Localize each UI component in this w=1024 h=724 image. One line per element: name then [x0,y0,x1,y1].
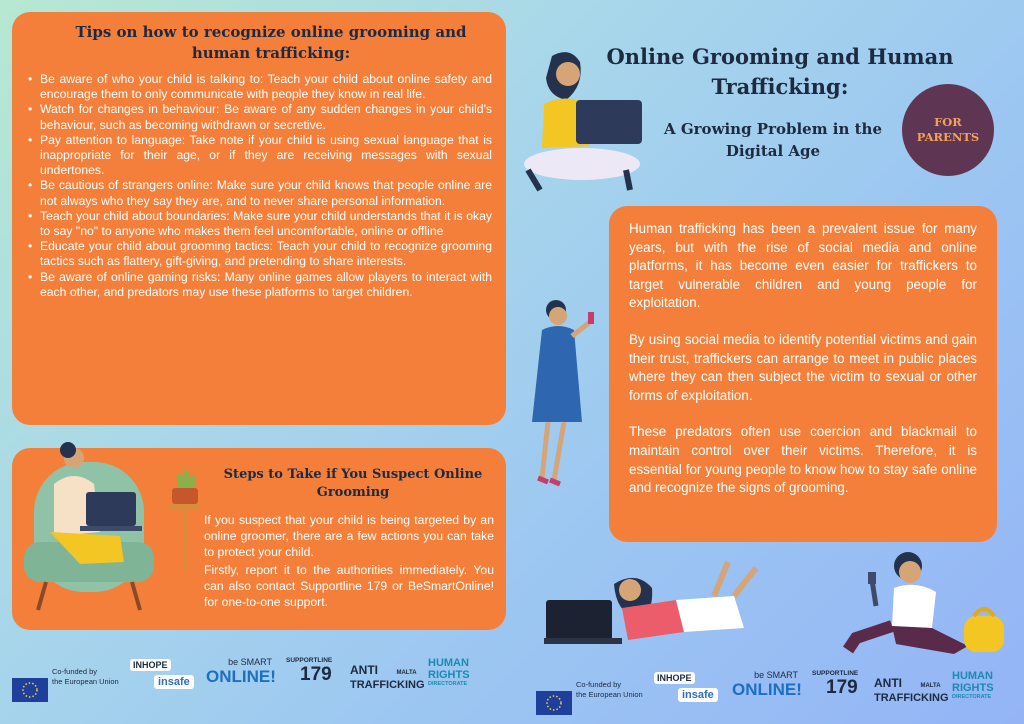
partner-logos-left [10,655,490,705]
tips-card [12,12,506,425]
besmartonline-logo [732,670,806,720]
steps-paragraph: If you suspect that your child is being targeted by an online groomer, there are a few actions you can take to protect your child. [204,513,494,559]
tip-item: • Educate your child about grooming tactics: Teach your child to recognize grooming tactics such as flattery, gift-giving, and pretending to share interests. [26,239,492,269]
supportline-logo [286,657,350,707]
malta-text: MALTA [396,670,417,676]
besmart-big-text: ONLINE! [732,680,802,699]
malta-text: MALTA [920,683,941,689]
steps-paragraph: Firstly, report it to the authorities immediately. You can also contact Supportline 179 or BeSmartOnline! for one-to-one support. [204,563,494,609]
inhope-insafe-logo [654,672,724,706]
rights-text: RIGHTS [952,682,994,694]
boy-phone-illustration [836,546,1010,656]
for-parents-badge [902,84,994,176]
besmartonline-logo [206,657,280,707]
tip-item: • Teach your child about boundaries: Make sure your child understands that it is okay to say "no" to anyone who makes them feel uncomfortable, online or offline [26,209,492,239]
main-title: Online Grooming and Human Trafficking: [606,44,954,99]
insafe-text: insafe [678,688,718,702]
tip-item: • Be aware of online gaming risks: Many online games allow players to interact with each other, and predators may use these platforms to target children. [26,270,492,300]
trafficking-text: TRAFFICKING [874,692,949,704]
anti-trafficking-logo [350,661,425,711]
human-text: HUMAN [952,670,993,682]
besmart-big-text: ONLINE! [206,667,276,686]
supportline-text: SUPPORTLINE [812,670,859,677]
woman-phone-illustration [512,296,608,492]
eu-line2: the European Union [52,677,119,686]
eu-cofunded-text [52,667,119,717]
eu-line1: Co-funded by [52,667,98,676]
tips-list [26,72,492,300]
eu-flag-icon [12,665,48,715]
sub-title: A Growing Problem in the Digital Age [663,120,883,160]
eu-line2: the European Union [576,690,643,699]
tip-item: • Pay attention to language: Take note if your child is using sexual language that is inappropriate for their age, or if they are receiving messages with sexual undertones. [26,133,492,179]
supportline-number: 179 [300,664,332,685]
human-text: HUMAN [428,657,469,669]
info-paragraph: By using social media to identify potential victims and gain their trust, traffickers can arrange to meet in public places where they can then subject the victim to sexual or other forms of exploitation. [629,331,977,403]
besmart-small-text: be SMART [228,657,272,667]
supportline-logo [812,670,876,720]
partner-logos-right [536,668,1016,718]
steps-card [12,448,506,630]
insafe-text: insafe [154,675,194,689]
trafficking-text: TRAFFICKING [350,679,425,691]
tip-item: • Be cautious of strangers online: Make sure your child knows that people online are not always who they say they are, and to never share personal information. [26,178,492,208]
info-paragraph: Human trafficking has been a prevalent issue for many years, but with the rise of social media and online platforms, it has become even easier for traffickers to target vulnerable children and young people for exploitation. [629,221,977,311]
tip-item: • Watch for changes in behaviour: Be aware of any sudden changes in your child's behaviour, such as becoming withdrawn or secretive. [26,102,492,132]
anti-text: ANTI [874,676,902,690]
rights-text: RIGHTS [428,669,470,681]
besmart-small-text: be SMART [754,670,798,680]
human-rights-logo [428,657,488,707]
girl-lying-laptop-illustration [544,556,764,656]
eu-line1: Co-funded by [576,680,622,689]
inhope-text: INHOPE [654,672,695,684]
steps-title: Steps to Take if You Suspect Online Grooming [223,467,483,500]
badge-label: FOR PARENTS [916,115,980,144]
anti-text: ANTI [350,663,378,677]
supportline-number: 179 [826,677,858,698]
tips-title: Tips on how to recognize online grooming and human trafficking: [75,23,467,62]
directorate-text: DIRECTORATE [952,694,992,700]
info-card [609,206,997,542]
inhope-text: INHOPE [130,659,171,671]
inhope-insafe-logo [130,659,200,693]
directorate-text: DIRECTORATE [428,681,468,687]
supportline-text: SUPPORTLINE [286,657,333,664]
anti-trafficking-logo [874,674,949,724]
tip-item: • Be aware of who your child is talking to: Teach your child about online safety and encourage them to only communicate with people they know in real life. [26,72,492,102]
girl-laptop-illustration [518,46,654,196]
eu-flag-icon [536,678,572,724]
woman-armchair-illustration [20,432,206,618]
info-paragraph: These predators often use coercion and blackmail to maintain control over their victims. Therefore, it is essential for young people to know how to stay safe online and recognize the signs of grooming. [629,424,977,496]
human-rights-logo [952,670,1012,720]
eu-cofunded-text [576,680,643,724]
